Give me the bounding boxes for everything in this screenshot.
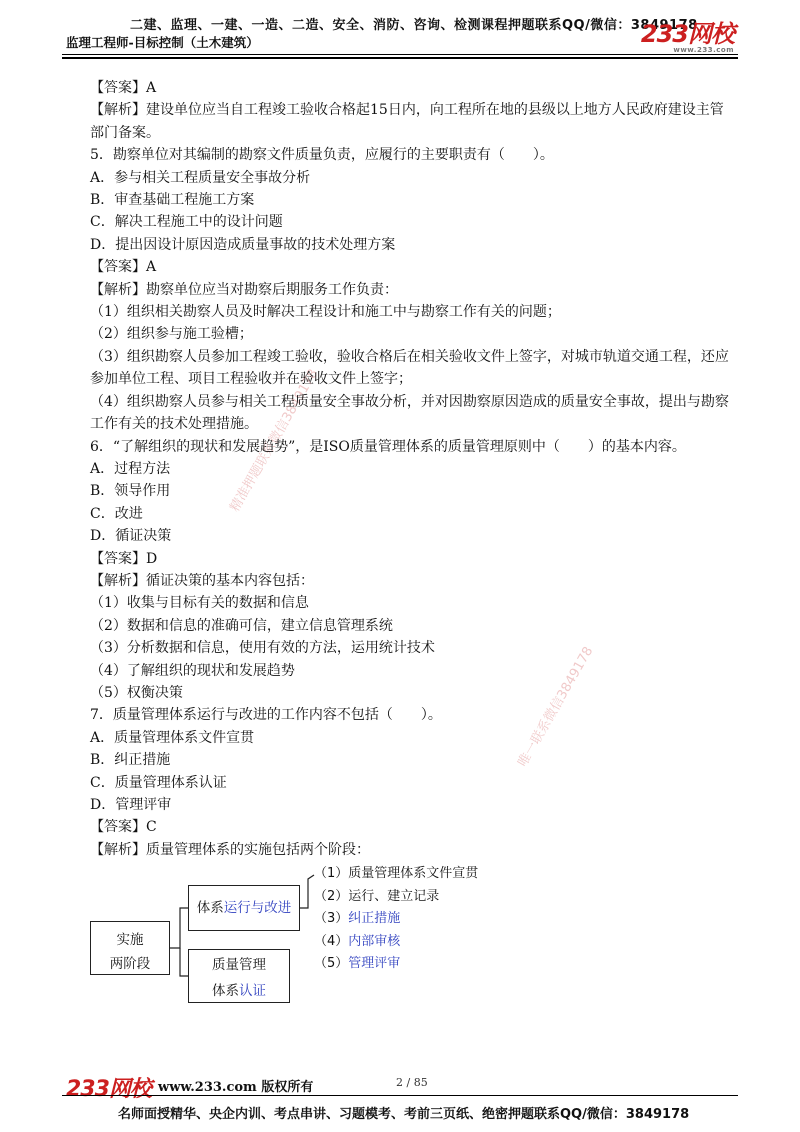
- step-list: [314, 863, 478, 976]
- step-text: 运行、建立记录: [348, 888, 440, 904]
- box-certification: [188, 949, 290, 1003]
- option-line: D．循证决策: [90, 528, 172, 545]
- step-text: 内部审核: [348, 933, 401, 949]
- question-5: 5．勘察单位对其编制的勘察文件质量负责，应履行的主要职责有（ ）。: [90, 147, 554, 164]
- connector-main-to-b: [180, 948, 188, 976]
- box-certification-line-2: [189, 978, 289, 1004]
- explanation-item: （3）分析数据和信息，使用有效的方法，运用统计技术: [90, 640, 435, 657]
- explanation-line: 【解析】质量管理体系的实施包括两个阶段：: [90, 841, 370, 858]
- footer-rule: [62, 1095, 738, 1096]
- page-content: [90, 77, 730, 1013]
- explanation-item: （4）组织勘察人员参与相关工程质量安全事故分析，并对因勘察原因造成的质量安全事故，提出与勘察工作有关的技术处理措施。: [90, 393, 729, 433]
- explanation-line: 【解析】循证决策的基本内容包括：: [90, 572, 314, 589]
- header-rule-thick: [62, 57, 738, 59]
- brand-logo-url: www.233.com: [673, 46, 734, 54]
- explanation-item: （5）权衡决策: [90, 684, 183, 701]
- box-certification-highlight: 认证: [239, 983, 266, 1000]
- watermark-1: 精准押题联系微信3849178: [227, 366, 322, 515]
- answer-line: 【答案】C: [90, 819, 157, 836]
- step-number: （3）: [314, 911, 349, 927]
- explanation-item: （4）了解组织的现状和发展趋势: [90, 662, 295, 679]
- option-line: B．领导作用: [90, 483, 171, 500]
- option-line: A．过程方法: [90, 460, 171, 477]
- question-7: 7．质量管理体系运行与改进的工作内容不包括（ ）。: [90, 707, 442, 724]
- header-rule: [62, 54, 738, 55]
- step-number: （1）: [314, 866, 349, 882]
- header-line-1: 二建、监理、一建、一造、二造、安全、消防、咨询、检测课程押题联系QQ/微信：3849178: [130, 18, 698, 33]
- explanation-item: （1）收集与目标有关的数据和信息: [90, 595, 309, 612]
- option-line: C．质量管理体系认证: [90, 774, 227, 791]
- option-line: A．质量管理体系文件宣贯: [90, 729, 255, 746]
- footer-promo-line: 名师面授精华、央企内训、考点串讲、习题模考、考前三页纸、绝密押题联系QQ/微信：3849178: [118, 1107, 690, 1122]
- watermark-2: 唯一联系微信3849178: [515, 644, 597, 770]
- answer-line: 【答案】A: [90, 80, 157, 96]
- qms-diagram: [76, 863, 716, 1013]
- explanation-line: 【解析】勘察单位应当对勘察后期服务工作负责：: [90, 281, 398, 298]
- box-implementation-line-2: 两阶段: [109, 956, 151, 973]
- explanation-item: （1）组织相关勘察人员及时解决工程设计和施工中与勘察工作有关的问题；: [90, 304, 561, 321]
- explanation-item: （2）数据和信息的准确可信，建立信息管理系统: [90, 617, 393, 634]
- option-line: D．管理评审: [90, 797, 172, 813]
- answer-line: 【答案】A: [90, 259, 157, 276]
- step-item: [314, 908, 478, 931]
- brand-logo: [641, 22, 734, 54]
- brand-logo-text: 233网校: [640, 20, 734, 48]
- answer-line: 【答案】D: [90, 550, 158, 567]
- step-item: [314, 886, 478, 909]
- box-implementation: [90, 921, 170, 975]
- step-text: 纠正措施: [348, 911, 401, 927]
- box-certification-prefix: 体系: [212, 983, 239, 1000]
- connector-a-to-steps: [300, 875, 314, 908]
- page-number: 2 / 85: [396, 1076, 428, 1089]
- step-item: [314, 863, 478, 886]
- option-line: B．纠正措施: [90, 752, 171, 769]
- box-implementation-line-1: 实施: [116, 932, 144, 949]
- step-item: [314, 953, 478, 976]
- box-certification-line-1: 质量管理: [212, 957, 266, 974]
- step-text: 质量管理体系文件宣贯: [348, 866, 479, 882]
- step-number: （5）: [314, 956, 349, 972]
- connector-main-to-a: [170, 908, 188, 948]
- step-text: 管理评审: [348, 956, 401, 972]
- footer-site: www.233.com 版权所有: [158, 1080, 314, 1095]
- option-line: C．改进: [90, 505, 143, 522]
- option-line: A．参与相关工程质量安全事故分析: [90, 169, 311, 186]
- explanation-line: 【解析】建设单位应当自工程竣工验收合格起15日内，向工程所在地的县级以上地方人民政府建设主管部门备案。: [90, 102, 724, 141]
- box-operation-highlight: 运行与改进: [223, 900, 292, 917]
- step-item: [314, 931, 478, 954]
- step-number: （4）: [314, 933, 349, 949]
- question-6: 6．“了解组织的现状和发展趋势”，是ISO质量管理体系的质量管理原则中（ ）的基本内容。: [90, 438, 686, 455]
- box-operation: [188, 885, 300, 931]
- step-number: （2）: [314, 888, 349, 904]
- box-operation-prefix: 体系: [196, 900, 224, 917]
- header-line-2: 监理工程师-目标控制（土木建筑）: [66, 35, 259, 50]
- explanation-item: （2）组织参与施工验槽；: [90, 326, 253, 343]
- option-line: C．解决工程施工中的设计问题: [90, 214, 283, 231]
- option-line: B．审查基础工程施工方案: [90, 192, 255, 209]
- explanation-item: （3）组织勘察人员参加工程竣工验收，验收合格后在相关验收文件上签字，对城市轨道交通工程，还应参加单位工程、项目工程验收并在验收文件上签字；: [90, 348, 729, 388]
- footer-logo: 233网校: [66, 1077, 151, 1102]
- option-line: D．提出因设计原因造成质量事故的技术处理方案: [90, 236, 396, 253]
